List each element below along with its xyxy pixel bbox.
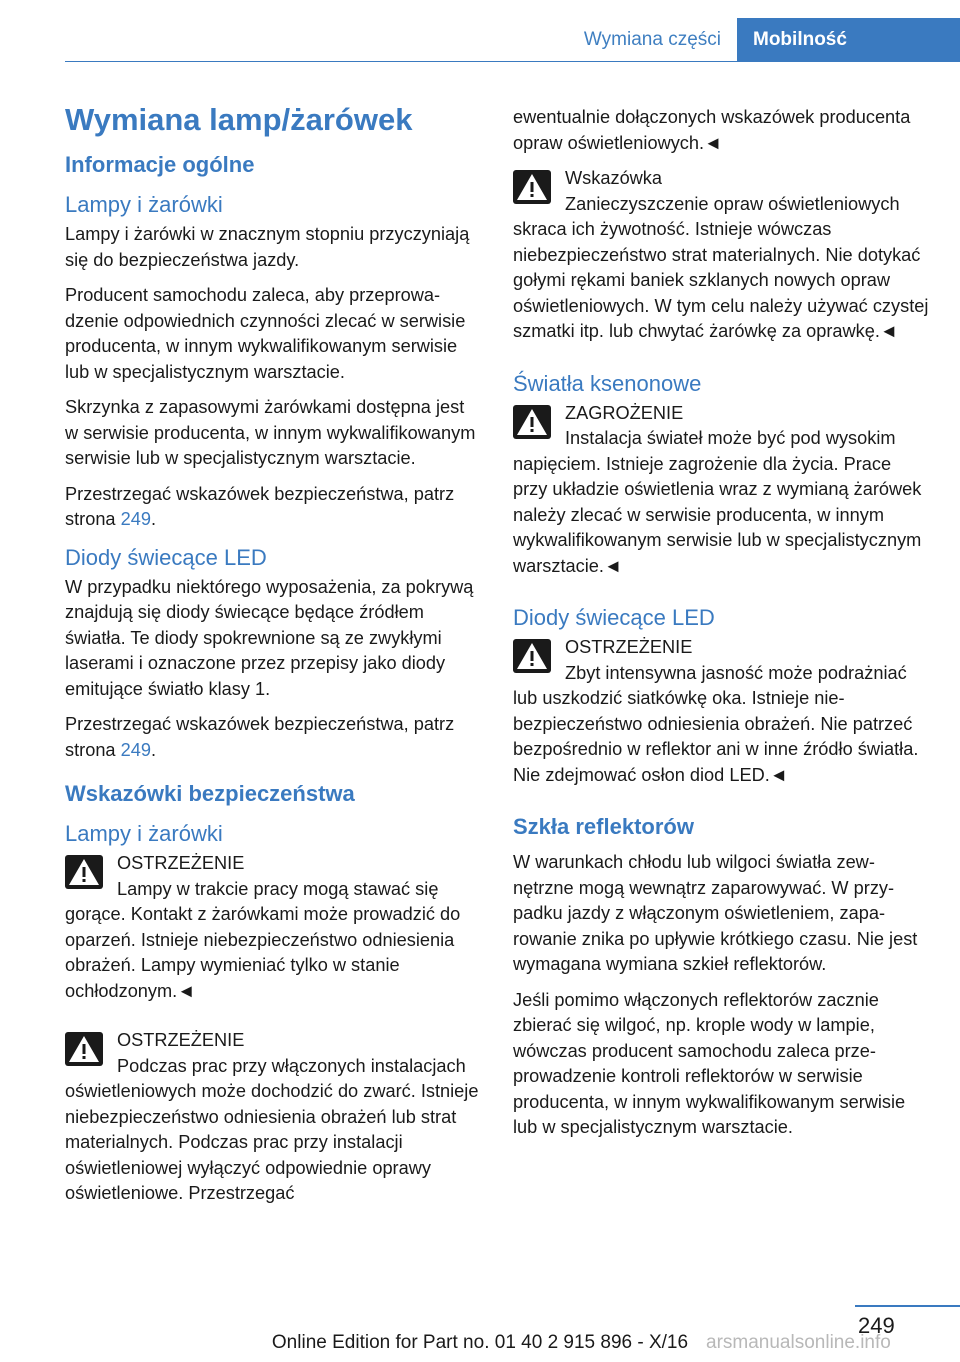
heading-lamps: Lampy i żarówki — [65, 192, 223, 217]
warning-text: Zbyt intensywna jasność może podrażniać lub uszkodzić siatkówkę oka. Istnieje niebezpieczeństwo odniesienia obrażeń. Nie patrzeć bezpośrednio w reflektor ani w inne źródło światła. Nie zdejmować osłon diod LED.◄ — [513, 662, 919, 785]
warning-triangle-icon — [65, 1032, 103, 1070]
warning-text: Podczas prac przy włączonych instalacjach oświetleniowych może dochodzić do zwarć. Istnieje niebezpieczeństwo odniesienia obrażeń lub strat materialnych. Podczas prac przy instalacji oświetleniowej wyłączyć odpowiednie oprawy oświetleniowe. Przestrzegać — [65, 1055, 479, 1203]
paragraph-continued: ewentualnie dołączonych wskazówek producenta opraw oświetleniowych.◄ — [513, 107, 911, 153]
notice-block — [513, 166, 929, 345]
paragraph: Lampy i żarówki w znacznym stopniu przyczyniają się do bezpieczeństwa jazdy. — [65, 224, 470, 270]
danger-text: Instalacja świateł może być pod wysokim napięciem. Istnieje zagrożenie dla życia. Prace przy układzie oświetlenia wraz z wymianą żarówek należy zlecać w serwisie producenta, w innym wykwalifikowanym serwisie lub w specjalistycznym warsztacie.◄ — [513, 428, 922, 576]
page-number: 249 — [858, 1313, 895, 1338]
warning-triangle-icon — [513, 639, 551, 677]
warning-label: OSTRZEŻENIE — [117, 853, 245, 873]
heading-glass: Szkła reflektorów — [513, 814, 694, 839]
paragraph-end: . — [150, 739, 157, 760]
paragraph-text: Przestrzegać wskazówek bezpieczeństwa, patrz strona — [65, 714, 455, 760]
paragraph-text: Przestrzegać wskazówek bezpieczeństwa, patrz strona — [65, 483, 455, 529]
notice-label: Wskazówka — [565, 168, 663, 188]
paragraph-end: . — [150, 509, 157, 529]
warning-block — [513, 635, 929, 788]
paragraph — [65, 712, 481, 763]
right-column — [513, 105, 929, 1151]
paragraph: Producent samochodu zaleca, aby przeprowadzenie odpowiednich czynności zlecać w serwisie producenta, w innym wykwalifikowanym serwisie lub w specjalistycznym warsztacie. — [65, 285, 466, 382]
warning-label: OSTRZEŻENIE — [117, 1030, 245, 1050]
paragraph: Jeśli pomimo włączonych reflektorów zacznie zbierać się wilgoć, np. krople wody w lampie, wówczas producent samochodu zaleca przeprowadzenie kontroli reflektorów w serwisie producenta, w innym wykwalifikowanym serwisie lub w specjalistycznym warsztacie. — [513, 989, 906, 1137]
page-number-rule — [855, 1305, 960, 1307]
danger-block — [513, 401, 929, 580]
paragraph: Skrzynka z zapasowymi żarówkami dostępna jest w serwisie producenta, w innym wykwalifikowanym serwisie lub w specjalistycznym warsztacie. — [65, 397, 476, 468]
notice-text: Zanieczyszczenie opraw oświetleniowych skraca ich żywotność. Istnieje wówczas niebezpieczeństwo strat materialnych. Nie dotykać gołymi rękami baniek szklanych nowych opraw oświetleniowych. W tym celu należy używać czystej szmatki itp. lub chwytać żarówkę za oprawkę.◄ — [513, 193, 929, 341]
header-rule — [65, 61, 737, 62]
heading-general: Informacje ogólne — [65, 152, 255, 177]
paragraph: W warunkach chłodu lub wilgoci światła zewnętrzne mogą wewnątrz zaparowywać. W przypadku jazdy z włączonym oświetleniem, zaparowanie znika po upływie krótkiego czasu. Nie jest wymagana wymiana szkieł reflektorów. — [513, 852, 918, 974]
heading-safety: Wskazówki bezpieczeństwa — [65, 781, 355, 806]
warning-block — [65, 1028, 481, 1207]
warning-triangle-icon — [65, 855, 103, 893]
warning-text: Lampy w trakcie pracy mogą stawać się gorące. Kontakt z żarówkami może prowadzić do oparzeń. Istnieje niebezpieczeństwo odniesienia obrażeń. Lampy wymieniać tylko w stanie ochłodzonym.◄ — [65, 878, 461, 1001]
page-title: Wymiana lamp/żarówek — [65, 102, 413, 137]
warning-triangle-icon — [513, 405, 551, 443]
warning-label: OSTRZEŻENIE — [565, 637, 693, 657]
paragraph: W przypadku niektórego wyposażenia, za pokrywą znajdują się diody świecące będące źródłem światła. Te diody spokrewnione są ze zwykłymi laserami i oznaczone przez przepisy jako diody emitujące światło klasy 1. — [65, 576, 474, 699]
heading-xenon: Światła ksenonowe — [513, 370, 702, 396]
header-chapter: Mobilność — [737, 18, 960, 62]
heading-led-right: Diody świecące LED — [513, 605, 715, 630]
warning-block — [65, 851, 481, 1004]
left-column — [65, 98, 481, 1231]
header-section: Wymiana części — [583, 29, 721, 50]
footer-edition: Online Edition for Part no. 01 40 2 915 896 - X/16 — [271, 1332, 689, 1353]
watermark: arsmanualsonline.info — [706, 1332, 891, 1353]
paragraph — [65, 482, 481, 533]
warning-triangle-icon — [513, 170, 551, 208]
heading-led: Diody świecące LED — [65, 544, 267, 570]
danger-label: ZAGROŻENIE — [565, 402, 684, 423]
heading-lamps-safety: Lampy i żarówki — [65, 821, 223, 846]
page-link[interactable]: 249 — [120, 739, 151, 760]
page-link[interactable]: 249 — [120, 509, 151, 529]
